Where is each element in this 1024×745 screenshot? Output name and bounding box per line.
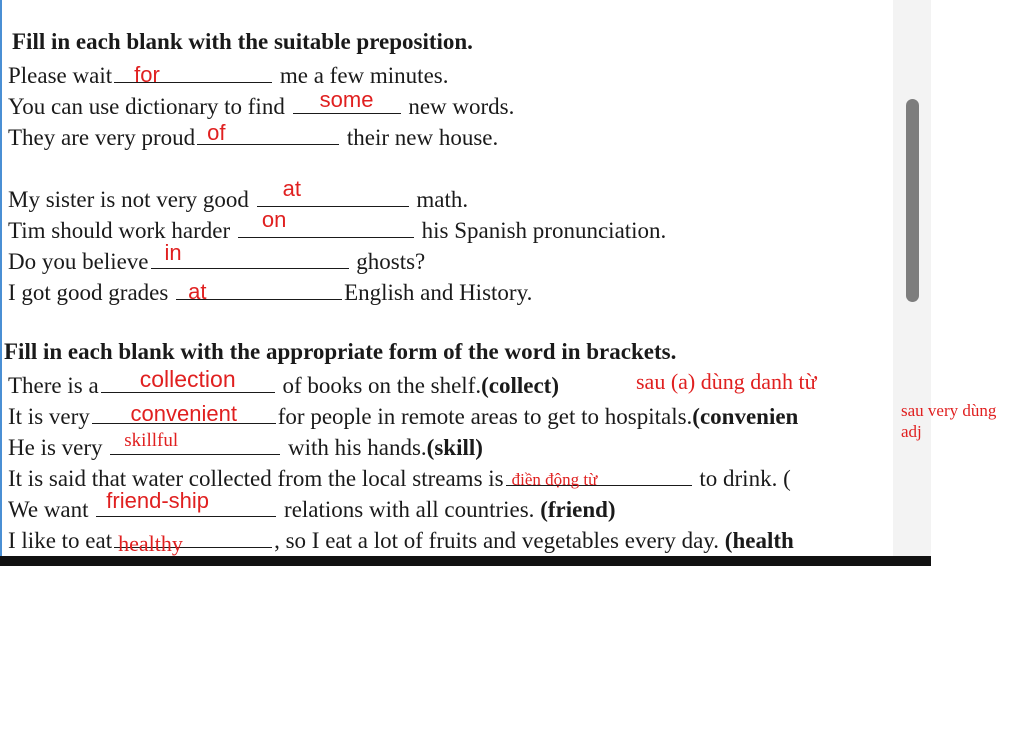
answer-blank[interactable]: [92, 401, 276, 424]
answer-blank[interactable]: [293, 87, 401, 114]
sentence-end: ghosts?: [356, 249, 426, 274]
word-form-line-2: [8, 401, 798, 427]
answer-blank[interactable]: [96, 488, 276, 517]
exercise-line-2: [8, 87, 515, 119]
sentence-start: We want: [8, 497, 95, 522]
note-text-line-2: adj: [901, 422, 922, 441]
sentence-start: There is a: [8, 373, 99, 398]
sentence-end: his Spanish pronunciation.: [421, 218, 667, 243]
word-form-line-6: [8, 525, 794, 556]
sentence-start: You can use dictionary to find: [8, 94, 291, 119]
handwritten-answer: convenient: [130, 401, 237, 426]
handwritten-answer: collection: [139, 366, 236, 392]
page-left-edge: [0, 0, 2, 566]
sentence-end: of books on the shelf.: [276, 373, 482, 398]
exercise-line-4: [8, 176, 469, 212]
answer-blank[interactable]: [114, 60, 272, 87]
section2-heading: Fill in each blank with the appropriate form of the word in brackets.: [4, 339, 677, 364]
margin-note-adj: [901, 400, 996, 442]
handwritten-answer: healthy: [118, 531, 183, 556]
word-form-line-5: [8, 488, 616, 522]
answer-blank[interactable]: [506, 463, 692, 489]
section1-heading: Fill in each blank with the suitable preposition.: [12, 29, 473, 54]
word-form-line-1: [8, 366, 559, 398]
sentence-end: me a few minutes.: [279, 63, 449, 88]
exercise-line-7: [8, 277, 532, 303]
handwritten-answer: on: [261, 207, 287, 232]
sentence-start: I like to eat: [8, 528, 113, 553]
handwritten-answer: friend-ship: [106, 488, 210, 513]
sentence-end: their new house.: [346, 125, 499, 150]
sentence-end: with his hands.: [282, 435, 427, 460]
exercise-line-3: [8, 122, 498, 148]
answer-blank[interactable]: [110, 432, 280, 455]
sentence-start: He is very: [8, 435, 109, 460]
scrollbar-thumb[interactable]: [906, 99, 919, 302]
sentence-end: new words.: [408, 94, 515, 119]
word-form-line-4: [8, 463, 791, 489]
sentence-start: Tim should work harder: [8, 218, 236, 243]
sentence-start: It is said that water collected from the local streams is: [8, 466, 504, 491]
handwritten-answer: at: [188, 279, 207, 304]
handwritten-answer: điền động từ: [511, 470, 598, 489]
sentence-end: , so I eat a lot of fruits and vegetables every day.: [274, 528, 725, 553]
sentence-start: Do you believe: [8, 249, 149, 274]
sentence-start: Please wait: [8, 63, 113, 88]
answer-blank[interactable]: [101, 366, 275, 393]
sentence-start: It is very: [8, 404, 90, 429]
bracket-word: (skill): [426, 435, 483, 460]
answer-blank[interactable]: [257, 176, 409, 207]
page-bottom-border: [0, 556, 931, 566]
answer-blank[interactable]: [176, 277, 342, 304]
note-text: sau (a) dùng danh từ: [636, 369, 817, 394]
sentence-end: relations with all countries.: [278, 497, 541, 522]
bracket-word: (health: [724, 528, 794, 553]
handwritten-answer: at: [282, 176, 301, 201]
sentence-end: English and History.: [344, 280, 533, 305]
margin-note-noun: [636, 369, 817, 395]
sentence-start: My sister is not very good: [8, 187, 255, 212]
exercise-line-6: [8, 240, 426, 274]
sentence-end: for people in remote areas to get to hospitals.: [277, 404, 693, 429]
answer-blank[interactable]: [114, 525, 272, 556]
bracket-word: (collect): [481, 373, 559, 398]
bracket-word: (friend): [540, 497, 616, 522]
sentence-end: to drink. (: [693, 466, 791, 491]
handwritten-answer: some: [319, 87, 374, 112]
handwritten-answer: skillful: [124, 430, 179, 451]
answer-blank[interactable]: [197, 122, 339, 145]
exercise-line-5: [8, 207, 667, 243]
bracket-word: (convenien: [692, 404, 799, 429]
note-text-line-1: sau very dùng: [901, 401, 997, 420]
sentence-start: They are very proud: [8, 125, 196, 150]
exercise-line-1: [8, 60, 448, 86]
handwritten-answer: in: [164, 240, 182, 265]
sentence-end: math.: [416, 187, 469, 212]
word-form-line-3: [8, 432, 483, 458]
answer-blank[interactable]: [238, 207, 414, 238]
handwritten-answer: for: [134, 62, 160, 87]
answer-blank[interactable]: [151, 240, 349, 269]
handwritten-answer: of: [207, 120, 226, 145]
sentence-start: I got good grades: [8, 280, 175, 305]
